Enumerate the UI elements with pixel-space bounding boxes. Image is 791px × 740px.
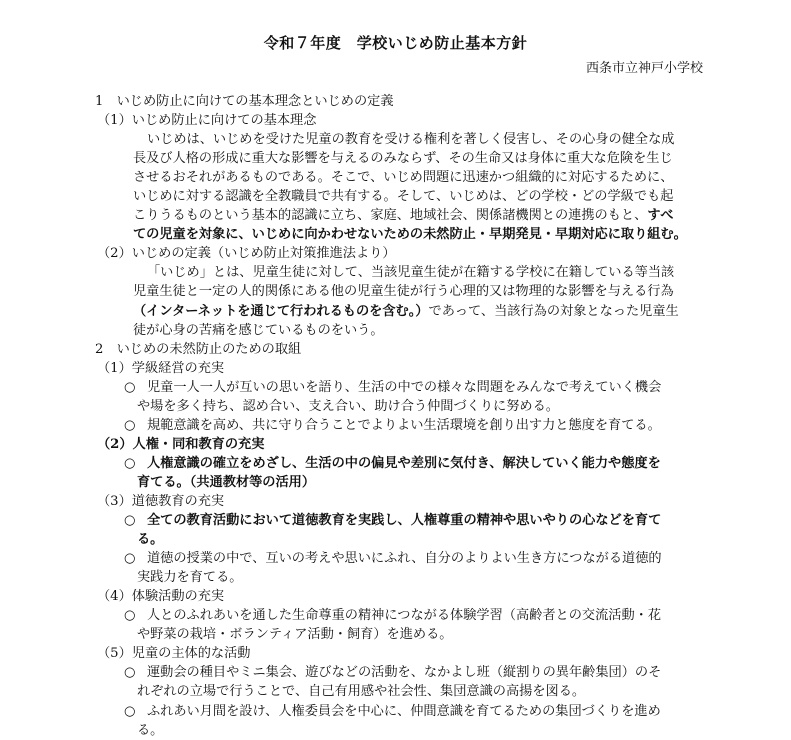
text-line [0,549,791,568]
line-text: （4）体験活動の充実 [97,589,225,605]
emphasized-text: 育てる。（共通教材等の活用） [137,474,316,490]
line-text: （5）児童の主体的な活動 [97,646,251,662]
text-line [0,206,791,225]
line-text: させるおそれがあるものである。そこで、いじめ問題に迅速かつ組織的に対応するために、 [133,170,674,186]
text-line [0,511,791,530]
line-text: 運動会の種目やミニ集会、遊びなどの活動を、なかよし班（縦割りの異年齢集団）のそ [147,665,662,681]
text-line [0,721,791,740]
text-line [0,492,791,511]
line-text: 実践力を育てる。 [137,570,243,586]
text-line [0,473,791,492]
school-name: 西条市立神戸小学校 [585,61,703,76]
bullet-circle-icon: ○ [124,379,136,395]
line-text: れぞれの立場で行うことで、自己有用感や社会性、集団意識の高揚を図る。 [137,684,586,700]
bullet-circle-icon: ○ [124,665,136,681]
text-line [0,187,791,206]
text-line [0,454,791,473]
emphasized-text: ての児童を対象に、いじめに向かわせないための未然防止・早期発見・早期対応に取り組む。 [133,227,687,243]
text-line [0,397,791,416]
bullet-circle-icon: ○ [124,417,136,433]
emphasized-text: （インターネットを通じて行われるものを含む。） [133,303,429,319]
line-text: や野菜の栽培・ボランティア活動・飼育）を進める。 [137,627,453,643]
line-text: 2 いじめの未然防止のための取組 [95,341,302,357]
line-text: ふれあい月間を設け、人権委員会を中心に、仲間意識を育てるための集団づくりを進め [147,703,661,719]
emphasized-text: る。 [137,532,164,548]
line-text: 「いじめ」とは、児童生徒に対して、当該児童生徒が在籍する学校に在籍している等当該 [147,265,675,281]
text-line [0,416,791,435]
text-line [0,606,791,625]
text-line [0,663,791,682]
line-text: 1 いじめ防止に向けての基本理念といじめの定義 [95,94,394,109]
line-text: （1）学級経営の充実 [97,360,225,376]
text-line [0,282,791,301]
line-text: や場を多く持ち、認め合い、支え合い、助け合う仲間づくりに努める。 [137,398,559,414]
line-text: （1）いじめ防止に向けての基本理念 [97,113,317,129]
text-line [0,435,791,454]
bullet-circle-icon: ○ [124,513,136,529]
bullet-circle-icon: ○ [124,455,136,471]
text-line [0,587,791,606]
line-text: 徒が心身の苦痛を感じているものをいう。 [133,322,384,338]
line-text: 児童生徒と一定の人的関係にある他の児童生徒が行う心理的又は物理的な影響を与える行為 [133,284,674,300]
emphasized-text: すべ [647,208,674,224]
text-line [0,359,791,378]
line-text: 人とのふれあいを通した生命尊重の精神につながる体験学習（高齢者との交流活動・花 [147,608,662,624]
line-text: であって、当該行為の対象となった児童生 [428,303,679,319]
line-text: 道徳の授業の中で、互いの考えや思いにふれ、自分のよりよい生き方につながる道徳的 [147,551,662,567]
line-text: （2）いじめの定義（いじめ防止対策推進法より） [97,246,396,262]
text-line [0,378,791,397]
text-line [0,92,791,111]
line-text: （3）道徳教育の充実 [97,493,225,509]
text-line [0,340,791,359]
line-text: いじめは、いじめを受けた児童の教育を受ける権利を著しく侵害し、その心身の健全な成 [147,132,675,148]
text-line [0,682,791,701]
line-text: 長及び人格の形成に重大な影響を与えるのみならず、その生命又は身体に重大な危険を生じ [133,151,673,167]
line-text: る。 [137,722,164,738]
text-line [0,244,791,263]
emphasized-text: 人権意識の確立をめざし、生活の中の偏見や差別に気付き、解決していく能力や態度を [147,455,661,471]
bullet-circle-icon: ○ [124,551,136,567]
text-line [0,149,791,168]
document-body [0,92,791,740]
line-text: こりうるものという基本的認識に立ち、家庭、地域社会、関係諸機関との連携のもと、 [133,208,648,224]
text-line [0,530,791,549]
text-line [0,625,791,644]
line-text: 児童一人一人が互いの思いを語り、生活の中での様々な問題をみんなで考えていく機会 [147,379,662,395]
text-line [0,702,791,721]
text-line [0,111,791,130]
text-line [0,568,791,587]
document-title: 令和７年度 学校いじめ防止基本方針 [263,34,528,52]
text-line [0,644,791,663]
emphasized-text: （2）人権・同和教育の充実 [97,436,265,452]
line-text: 規範意識を高め、共に守り合うことでよりよい生活環境を創り出す力と態度を育てる。 [147,417,661,433]
text-line [0,130,791,149]
bullet-circle-icon: ○ [124,703,136,719]
text-line [0,263,791,282]
text-line [0,302,791,321]
line-text: いじめに対する認識を全教職員で共有する。そして、いじめは、どの学校・どの学級でも起 [133,189,674,205]
text-line [0,321,791,340]
text-line [0,168,791,187]
emphasized-text: 全ての教育活動において道徳教育を実践し、人権尊重の精神や思いやりの心などを育て [147,513,662,529]
bullet-circle-icon: ○ [124,608,136,624]
text-line [0,225,791,244]
